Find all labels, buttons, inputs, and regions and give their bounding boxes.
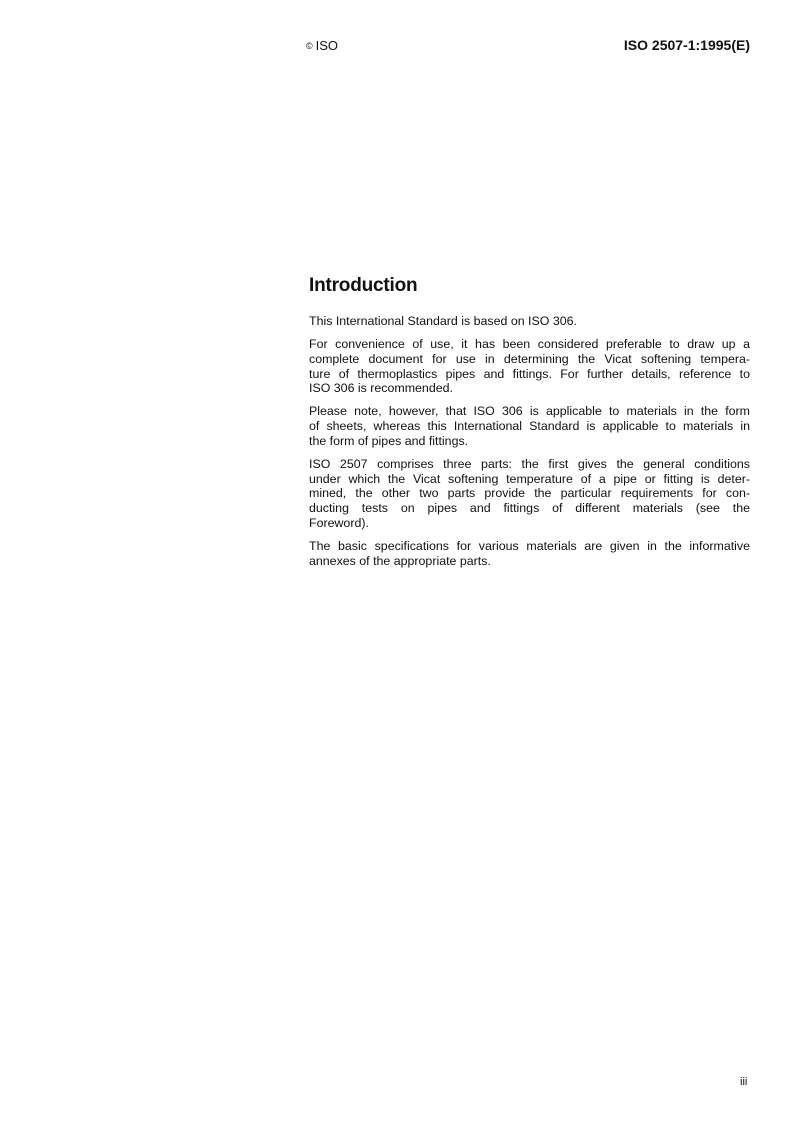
paragraph xyxy=(309,337,750,396)
paragraph xyxy=(309,457,750,530)
paragraph xyxy=(309,539,750,568)
text-line: ducting tests on pipes and fittings of different materials (see the xyxy=(309,501,750,516)
text-line: mined, the other two parts provide the particular requirements for con- xyxy=(309,486,750,501)
text-line: This International Standard is based on ISO 306. xyxy=(309,314,577,328)
text-line: of sheets, whereas this International Standard is applicable to materials in xyxy=(309,419,750,434)
text-line: ISO 306 is recommended. xyxy=(309,381,453,396)
text-line: The basic specifications for various materials are given in the informative xyxy=(309,538,750,553)
paragraph xyxy=(309,314,750,329)
document-id: ISO 2507-1:1995(E) xyxy=(623,37,750,53)
paragraph xyxy=(309,404,750,448)
copyright-symbol: © xyxy=(306,41,313,51)
text-line: ture of thermoplastics pipes and fittings. For further details, reference to xyxy=(309,366,750,381)
page-number: iii xyxy=(740,1076,748,1088)
copyright-notice xyxy=(306,38,338,53)
text-line: Please note, however, that ISO 306 is applicable to materials in the form xyxy=(309,404,750,419)
text-line: Foreword). xyxy=(309,515,369,530)
text-line: For convenience of use, it has been considered preferable to draw up a xyxy=(309,337,750,352)
body-text xyxy=(309,314,750,577)
section-title: Introduction xyxy=(309,275,418,296)
text-line: under which the Vicat softening temperature of a pipe or fitting is deter- xyxy=(309,471,750,486)
text-line: complete document for use in determining the Vicat softening tempera- xyxy=(309,351,750,366)
text-line: ISO 2507 comprises three parts: the first gives the general conditions xyxy=(309,457,750,471)
text-line: the form of pipes and fittings. xyxy=(309,433,469,448)
copyright-text: ISO xyxy=(315,38,339,53)
text-line: annexes of the appropriate parts. xyxy=(309,553,491,568)
